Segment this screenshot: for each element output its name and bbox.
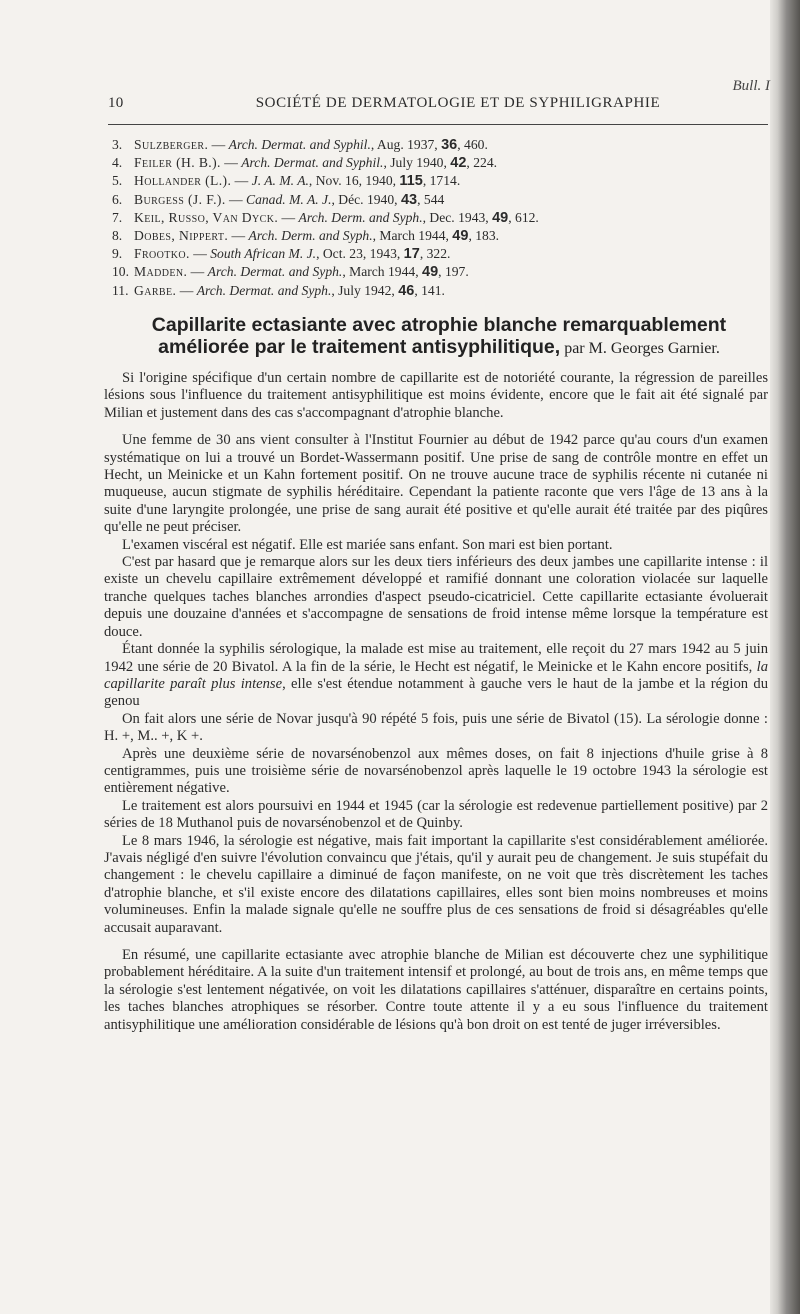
reference-volume: 115 — [399, 173, 423, 190]
paragraph-segment: , elle s'est étendue notamment à gauche vers le haut de la jambe et la région du genou — [104, 675, 768, 710]
reference-author: Garbe. — [134, 282, 177, 298]
header-rule — [108, 124, 768, 125]
reference-date: , Nov. 16, 1940, — [308, 173, 400, 189]
reference-journal: Arch. Dermat. and Syphil. — [228, 137, 371, 152]
reference-separator: — — [220, 155, 242, 171]
reference-number: 11. — [112, 282, 129, 298]
reference-page: , 197. — [438, 264, 469, 280]
reference-number: 6. — [112, 191, 123, 207]
reference-volume: 17 — [403, 246, 420, 263]
body-paragraph — [104, 641, 768, 711]
journal-title: SOCIÉTÉ DE DERMATOLOGIE ET DE SYPHILIGRAPHIE — [255, 95, 661, 111]
article-title — [104, 314, 774, 360]
reference-author: Sulzberger. — [134, 137, 209, 152]
reference-date: , Dec. 1943, — [422, 209, 493, 225]
reference-date: , July 1942, — [331, 282, 399, 298]
body-paragraph: Si l'origine spécifique d'un certain nombre de capillarite est de notoriété courante, la régression de pareilles lésions sous l'influence du traitement antisyphilitique est moins évidente, encore que le fait ait été signalé par Milian et justement dans des cas s'accompagnant d'atrophie blanche. — [104, 370, 768, 421]
reference-date: , March 1944, — [372, 228, 453, 244]
reference-author: Keil, Russo, Van Dyck. — [134, 209, 279, 225]
reference-page: , 141. — [414, 282, 445, 298]
reference-page: , 612. — [508, 209, 539, 225]
reference-separator: — — [278, 209, 299, 225]
body-paragraph: Le 8 mars 1946, la sérologie est négative, mais fait important la capillarite s'est considérablement améliorée. J'avais négligé d'en suivre l'évolution convaincu que j'étais, qu'il y aurait peu de changement. Je suis stupéfait du changement : le chevelu capillaire a diminué de façon manifeste, on ne voit que très discrètement les taches d'atrophie blanche, et s'il existe encore des dilatations capillaires, elles sont bien moins nombreuses et moins volumineuses. Enfin la malade signale qu'elle ne souffre plus de ces sensations de froid si désagréables qu'elle accusait auparavant. — [104, 832, 768, 936]
reference-journal: Arch. Derm. and Syph. — [248, 228, 373, 244]
reference-journal: Canad. M. A. J. — [246, 191, 332, 207]
reference-number: 8. — [112, 228, 123, 244]
page-header — [108, 95, 768, 119]
reference-author: Frootko. — [134, 246, 190, 262]
reference-volume: 36 — [441, 137, 458, 153]
emphasized-text: la capillarite paraît plus intense — [104, 658, 768, 692]
article-title-text: Capillarite ectasiante avec atrophie blanche remarquablement améliorée par le traitement antisyphilitique, — [151, 314, 727, 358]
body-paragraph: En résumé, une capillarite ectasiante avec atrophie blanche de Milian est découverte chez une syphilitique probablement héréditaire. A la suite d'un traitement intensif et prolongé, au bout de trois ans, en même temps que la sérologie s'est lentement négativée, on voit les dilatations capillaires s'atténuer, disparaître en certains points, les taches blanches atrophiques se résorber. Contre toute attente il y a eu sous l'influence du traitement antisyphilitique une amélioration considérable de lésions qu'à bon droit on est tenté de juger irréversibles. — [104, 947, 768, 1033]
reference-number: 4. — [112, 155, 123, 171]
article-byline: par M. Georges Garnier. — [560, 340, 720, 357]
reference-item — [112, 245, 762, 263]
body-paragraph: Le traitement est alors poursuivi en 1944 et 1945 (car la sérologie est redevenue partiellement positive) par 2 séries de 18 Muthanol puis de novarsénobenzol et de Quinby. — [104, 797, 768, 832]
reference-number: 3. — [112, 137, 123, 152]
body-paragraph: C'est par hasard que je remarque alors sur les deux tiers inférieurs des deux jambes une capillarite intense : il existe un chevelu capillaire extrêmement développé et ramifié donnant une coloration violacée sur laquelle tranche quelques taches blanches arrondies d'aspect pseudo-cicatriciel. Cette capillarite ectasiante évoluerait depuis une douzaine d'années et s'accompagne de sensations de froid intense même lorsque la température est douce. — [104, 554, 768, 640]
reference-volume: 49 — [422, 264, 439, 281]
reference-separator: — — [231, 173, 252, 189]
reference-item — [112, 263, 762, 281]
reference-journal: South African M. J. — [210, 246, 317, 262]
body-paragraph: On fait alors une série de Novar jusqu'à 90 répété 5 fois, puis une série de Bivatol (15). La sérologie donne : H. +, M.. +, K +. — [104, 710, 768, 745]
reference-item — [112, 209, 762, 227]
reference-item — [112, 227, 762, 245]
reference-date: , July 1940, — [383, 155, 451, 171]
paragraph-segment: Étant donnée la syphilis sérologique, la malade est mise au traitement, elle reçoit du 27 mars 1942 au 5 juin 1942 une série de 20 Bivatol. A la fin de la série, le Hecht est négatif, le Meinicke et le Kahn encore positifs, — [104, 641, 768, 675]
reference-author: Dobes, Nippert. — [134, 228, 229, 244]
reference-item — [112, 282, 762, 300]
reference-item — [112, 172, 762, 190]
reference-volume: 42 — [450, 155, 467, 172]
reference-journal: Arch. Dermat. and Syphil. — [241, 155, 384, 171]
reference-volume: 49 — [492, 209, 509, 226]
reference-item — [112, 154, 762, 172]
reference-author: Feiler (H. B.). — [134, 155, 221, 171]
reference-item — [112, 136, 762, 154]
body-paragraph: L'examen viscéral est négatif. Elle est mariée sans enfant. Son mari est bien portant. — [122, 536, 613, 553]
reference-separator: — — [208, 137, 229, 152]
reference-journal: Arch. Dermat. and Syph. — [207, 264, 343, 280]
reference-journal: Arch. Dermat. and Syph. — [196, 282, 332, 298]
reference-author: Burgess (J. F.). — [134, 191, 226, 207]
reference-date: , Aug. 1937, — [370, 137, 442, 152]
reference-volume: 46 — [398, 282, 415, 299]
reference-number: 5. — [112, 173, 123, 189]
reference-item — [112, 191, 762, 209]
reference-volume: 49 — [452, 228, 469, 245]
reference-list — [112, 136, 762, 300]
reference-page: , 460. — [457, 137, 488, 152]
reference-date: , Déc. 1940, — [331, 191, 401, 207]
page-edge-shadow — [770, 0, 800, 1314]
reference-number: 9. — [112, 246, 123, 262]
body-paragraph: Une femme de 30 ans vient consulter à l'Institut Fournier au début de 1942 parce qu'au cours d'un examen systématique on lui a trouvé un Bordet-Wassermann positif. Une prise de sang de contrôle montre en effet un Hecht, un Meinicke et un Kahn fortement positif. On ne trouve aucune trace de syphilis récente ni cutanée ni muqueuse, aucun stigmate de syphilis héréditaire. Cependant la patiente raconte que vers l'âge de 13 ans à la suite d'une laryngite prolongée, une prise de sang aurait été positive et qu'elle aurait été traitée par des piqûres qu'elle ne peut préciser. — [104, 432, 768, 536]
reference-separator: — — [187, 264, 208, 280]
article-body — [104, 370, 768, 1034]
reference-page: , 224. — [466, 155, 498, 171]
reference-separator: — — [225, 191, 247, 207]
running-head: Bull. I — [732, 78, 770, 94]
reference-page: , 183. — [468, 228, 500, 244]
reference-page: , 1714. — [422, 173, 461, 189]
reference-author: Madden. — [134, 264, 188, 280]
page-number: 10 — [108, 95, 124, 111]
reference-separator: — — [228, 228, 249, 244]
reference-page: , 544 — [417, 191, 445, 207]
reference-journal: J. A. M. A. — [251, 173, 309, 189]
reference-journal: Arch. Derm. and Syph. — [298, 209, 423, 225]
reference-volume: 43 — [400, 191, 418, 208]
reference-separator: — — [176, 282, 197, 298]
reference-author: Hollander (L.). — [134, 173, 232, 189]
body-paragraph: Après une deuxième série de novarsénobenzol aux mêmes doses, on fait 8 injections d'huile grise à 8 centigrammes, puis une troisième série de novarsénobenzol après laquelle le 19 octobre 1943 la sérologie est entièrement négative. — [104, 745, 768, 797]
reference-page: , 322. — [419, 246, 451, 262]
reference-number: 10. — [112, 264, 129, 280]
reference-date: , March 1944, — [342, 264, 422, 280]
reference-date: , Oct. 23, 1943, — [316, 246, 404, 262]
reference-number: 7. — [112, 209, 123, 225]
reference-separator: — — [189, 246, 211, 262]
